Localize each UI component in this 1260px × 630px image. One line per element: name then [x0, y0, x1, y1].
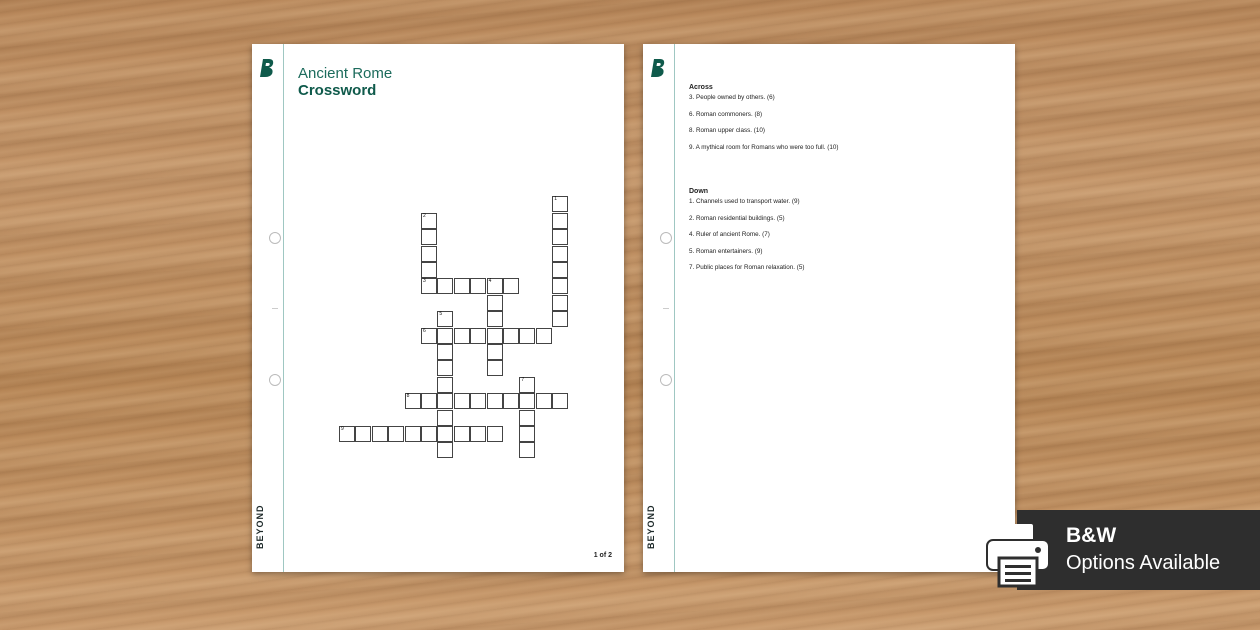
clue-number: 9 [341, 426, 344, 432]
crossword-cell [519, 377, 535, 393]
page-number: 1 of 2 [593, 552, 612, 559]
crossword-cell [487, 344, 503, 360]
crossword-cell [487, 295, 503, 311]
down-clues [689, 188, 805, 281]
clue-number: 7 [521, 376, 525, 383]
crossword-cell [487, 426, 503, 442]
crossword-cell [470, 328, 486, 344]
crossword-cell [421, 262, 437, 278]
crossword-cell [552, 196, 568, 212]
binder-hole [269, 374, 281, 386]
fold-tick [663, 308, 669, 309]
clue-down: 1. Channels used to transport water. (9) [689, 198, 800, 205]
crossword-cell [503, 278, 519, 294]
crossword-cell [552, 229, 568, 245]
crossword-cell [437, 278, 453, 294]
margin-line [674, 44, 675, 572]
crossword-cell [536, 328, 552, 344]
crossword-cell [470, 278, 486, 294]
crossword-cell [437, 344, 453, 360]
crossword-cell [421, 278, 437, 294]
margin-line [283, 44, 284, 572]
bw-options-badge [1017, 510, 1260, 590]
worksheet-page-2 [643, 44, 1015, 572]
crossword-cell [437, 377, 453, 393]
clue-down: 5. Roman entertainers. (9) [689, 247, 763, 255]
binder-hole [660, 232, 672, 244]
crossword-cell [552, 246, 568, 262]
crossword-cell [487, 328, 503, 344]
crossword-cell [437, 393, 453, 409]
clue-number: 3 [423, 278, 426, 285]
printer-icon [983, 520, 1053, 590]
worksheet-title: Ancient Rome [298, 65, 393, 82]
crossword-cell [405, 426, 421, 442]
crossword-cell [437, 442, 453, 458]
crossword-cell [503, 393, 519, 409]
across-heading: Across [689, 84, 713, 91]
crossword-cell [487, 360, 503, 376]
binder-hole [269, 232, 281, 244]
crossword-cell [405, 393, 421, 409]
crossword-cell [421, 426, 437, 442]
crossword-cell [503, 328, 519, 344]
crossword-cell [519, 426, 535, 442]
crossword-cell [552, 311, 568, 327]
clue-down: 7. Public places for Roman relaxation. (5) [689, 264, 805, 271]
crossword-cell [536, 393, 552, 409]
clue-down: 4. Ruler of ancient Rome. (7) [689, 231, 770, 238]
crossword-cell [339, 426, 355, 442]
crossword-cell [519, 393, 535, 409]
crossword-cell [454, 393, 470, 409]
crossword-cell [421, 393, 437, 409]
crossword-cell [470, 426, 486, 442]
fold-tick [272, 308, 278, 309]
badge-subtitle: Options Available [1066, 552, 1221, 574]
beyond-logo-icon [651, 58, 667, 78]
across-clues [689, 84, 838, 160]
clue-number: 8 [406, 393, 410, 400]
down-heading: Down [689, 188, 709, 195]
crossword-cell [437, 360, 453, 376]
crossword-cell [388, 426, 404, 442]
clue-number: 2 [423, 212, 426, 219]
crossword-cell [421, 246, 437, 262]
clue-number: 1 [554, 196, 557, 203]
crossword-cell [454, 426, 470, 442]
binder-hole [660, 374, 672, 386]
clue-across: 9. A mythical room for Romans who were too full. (10) [689, 143, 839, 151]
crossword-cell [454, 278, 470, 294]
worksheet-subtitle: Crossword [298, 82, 377, 99]
clue-across: 6. Roman commoners. (8) [689, 110, 763, 118]
crossword-cell [421, 213, 437, 229]
crossword-cell [552, 213, 568, 229]
clue-number: 5 [439, 311, 443, 318]
clue-down: 2. Roman residential buildings. (5) [689, 214, 785, 222]
clue-number: 4 [488, 278, 492, 285]
crossword-cell [487, 393, 503, 409]
crossword-cell [355, 426, 371, 442]
crossword-cell [487, 278, 503, 294]
crossword-cell [437, 410, 453, 426]
crossword-cell [552, 295, 568, 311]
crossword-cell [421, 328, 437, 344]
crossword-cell [519, 410, 535, 426]
crossword-cell [372, 426, 388, 442]
clue-across: 8. Roman upper class. (10) [689, 127, 765, 134]
badge-title: B&W [1066, 524, 1117, 547]
crossword-cell [487, 311, 503, 327]
brand-label: BEYOND [255, 504, 265, 549]
crossword-cell [552, 278, 568, 294]
crossword-cell [552, 393, 568, 409]
crossword-cell [437, 328, 453, 344]
clue-across: 3. People owned by others. (6) [689, 94, 775, 101]
beyond-logo-icon [260, 58, 276, 78]
crossword-cell [519, 442, 535, 458]
worksheet-page-1 [252, 44, 624, 572]
crossword-cell [519, 328, 535, 344]
crossword-cell [421, 229, 437, 245]
brand-label: BEYOND [646, 504, 656, 549]
crossword-cell [454, 328, 470, 344]
crossword-cell [552, 262, 568, 278]
clue-number: 6 [423, 327, 426, 334]
crossword-cell [437, 311, 453, 327]
crossword-cell [470, 393, 486, 409]
crossword-cell [437, 426, 453, 442]
